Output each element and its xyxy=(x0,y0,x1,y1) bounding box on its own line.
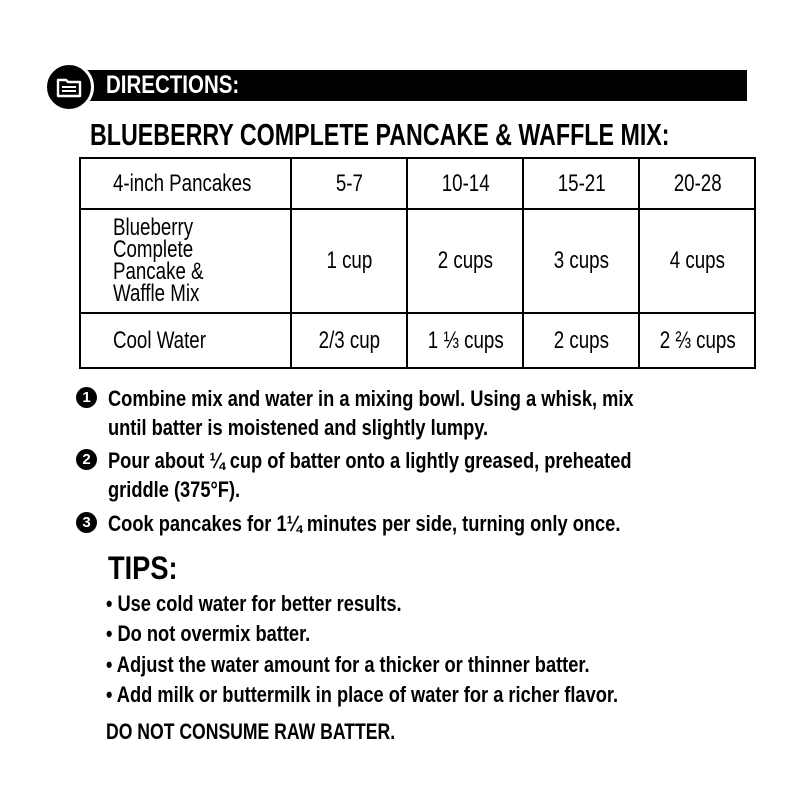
table-cell: 20-28 xyxy=(639,158,755,209)
table-cell: 15-21 xyxy=(523,158,639,209)
tips-heading: TIPS: xyxy=(108,550,178,586)
tip-item: • Do not overmix batter. xyxy=(106,621,311,646)
tip-item: • Use cold water for better results. xyxy=(106,591,402,616)
raw-batter-warning: DO NOT CONSUME RAW BATTER. xyxy=(106,719,396,744)
step-text: Combine mix and water in a mixing bowl. Using a whisk, mix until batter is moistened and slightly lumpy. xyxy=(108,386,634,440)
table-cell: 1 ⅓ cups xyxy=(407,313,523,368)
step-number-badge: 3 xyxy=(76,512,97,533)
table-cell: 10-14 xyxy=(407,158,523,209)
table-cell: 2 cups xyxy=(407,209,523,313)
table-cell: 4-inch Pancakes xyxy=(80,158,291,209)
table-cell: 5-7 xyxy=(291,158,407,209)
mix-title: BLUEBERRY COMPLETE PANCAKE & WAFFLE MIX: xyxy=(90,117,670,152)
tip-item: • Adjust the water amount for a thicker or thinner batter. xyxy=(106,652,590,677)
table-header-row xyxy=(80,158,755,209)
table-cell: 2 ⅔ cups xyxy=(639,313,755,368)
directions-title: DIRECTIONS: xyxy=(106,71,240,99)
table-cell: 1 cup xyxy=(291,209,407,313)
table-cell: Cool Water xyxy=(80,313,291,368)
step-text: Pour about ¼ cup of batter onto a lightly greased, preheated griddle (375°F). xyxy=(108,448,632,502)
table-cell: 4 cups xyxy=(639,209,755,313)
mix-proportions-table xyxy=(79,157,756,369)
table-cell: Blueberry Complete Pancake & Waffle Mix xyxy=(80,209,291,313)
table-row xyxy=(80,209,755,313)
table-cell: 2/3 cup xyxy=(291,313,407,368)
step-number-badge: 2 xyxy=(76,449,97,470)
table-cell: 3 cups xyxy=(523,209,639,313)
document-icon xyxy=(44,62,94,112)
tip-item: • Add milk or buttermilk in place of water for a richer flavor. xyxy=(106,682,619,707)
table-row xyxy=(80,313,755,368)
step-text: Cook pancakes for 1¼ minutes per side, turning only once. xyxy=(108,511,621,536)
step-number-badge: 1 xyxy=(76,387,97,408)
table-cell: 2 cups xyxy=(523,313,639,368)
